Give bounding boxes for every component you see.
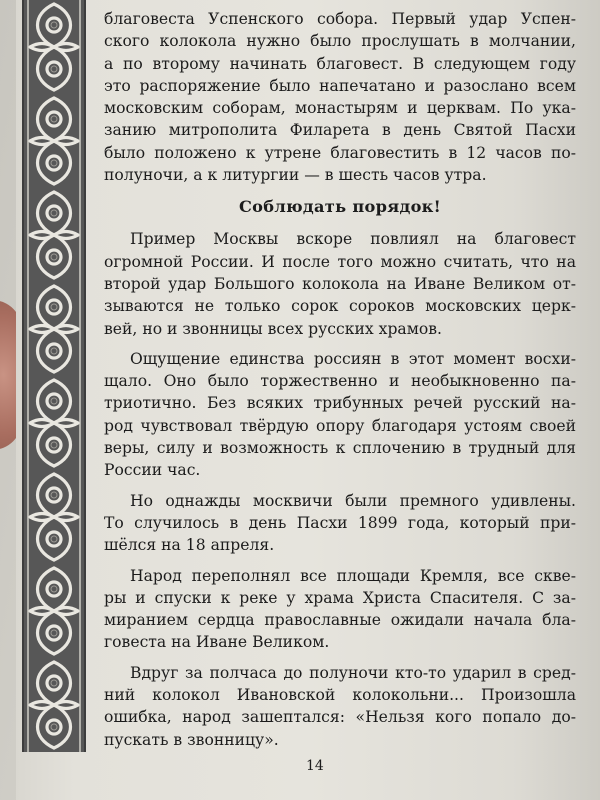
text-line: полуночи, а к литургии — в шесть часов утра.	[104, 166, 487, 185]
text-block	[104, 8, 576, 751]
text-line: род чувствовал твёрдую опору благодаря устоям своей	[104, 416, 576, 435]
ornamental-border	[22, 0, 86, 752]
text-line: было положено к утрене благовестить в 12 часов по-	[104, 143, 576, 162]
text-line: ры и спуски к реке у храма Христа Спасителя. С за-	[104, 588, 576, 607]
text-line: триотично. Без всяких трибунных речей русский на-	[104, 394, 576, 413]
text-line: ского колокола нужно было прослушать в молчании,	[104, 32, 576, 51]
paragraph	[104, 490, 576, 557]
text-line: ошибка, народ зашептался: «Нельзя кого попало до-	[104, 708, 576, 727]
text-line: огромной России. И после того можно считать, что на	[104, 252, 576, 271]
paragraph	[104, 565, 576, 654]
text-line: это распоряжение было напечатано и разослано всем	[104, 76, 576, 95]
text-line: шёлся на 18 апреля.	[104, 536, 275, 555]
text-line: Народ переполнял все площади Кремля, все скве-	[130, 566, 576, 585]
text-line: России час.	[104, 461, 201, 480]
text-line: зываются не только сорок сороков московских церк-	[104, 297, 576, 316]
text-line: второй удар Большого колокола на Иване Великом от-	[104, 274, 576, 293]
text-line: московским соборам, монастырям и церквам. По ука-	[104, 99, 576, 118]
text-line: вей, но и звонницы всех русских храмов.	[104, 319, 442, 338]
text-line: говеста на Иване Великом.	[104, 633, 330, 652]
text-line: пускать в звонницу».	[104, 730, 279, 749]
text-line: миранием сердца православные ожидали начала бла-	[104, 611, 576, 630]
text-line: благовеста Успенского собора. Первый удар Успен-	[104, 10, 576, 28]
text-line: ний колокол Ивановской колокольни... Произошла	[104, 686, 576, 705]
text-line: веры, силу и возможность к сплочению в трудный для	[104, 439, 576, 458]
paragraph	[104, 228, 576, 339]
text-line: щало. Оно было торжественно и необыкновенно па-	[104, 372, 576, 391]
text-line: занию митрополита Филарета в день Святой Пасхи	[104, 121, 576, 140]
text-line: То случилось в день Пасхи 1899 года, который при-	[104, 513, 576, 532]
text-line: а по второму начинать благовест. В следующем году	[104, 54, 576, 73]
book-page	[16, 0, 600, 800]
text-line: Ощущение единства россиян в этот момент восхи-	[130, 349, 576, 368]
paragraph	[104, 348, 576, 482]
section-heading: Соблюдать порядок!	[238, 197, 442, 217]
page-number: 14	[306, 758, 324, 774]
text-line: Но однажды москвичи были премного удивлены.	[130, 491, 576, 510]
paragraph	[104, 662, 576, 751]
text-line: Пример Москвы вскоре повлиял на благовест	[130, 230, 576, 249]
text-line: Вдруг за полчаса до полуночи кто-то ударил в сред-	[130, 663, 576, 682]
